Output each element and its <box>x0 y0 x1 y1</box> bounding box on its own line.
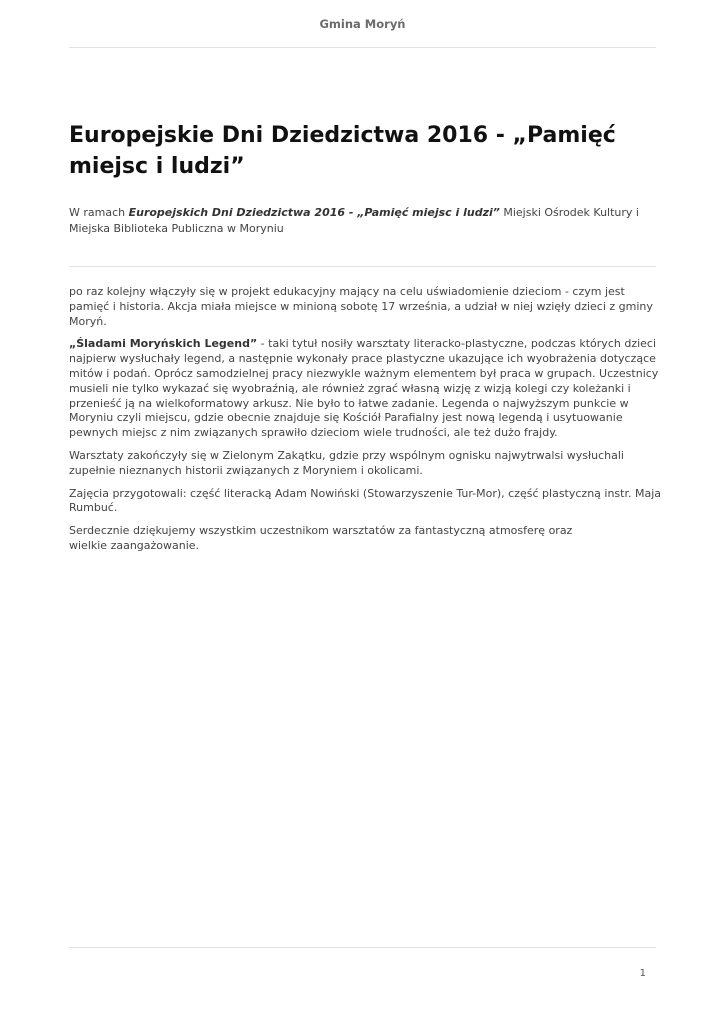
header-divider <box>69 47 656 48</box>
paragraph-5-line-2: wielkie zaangażowanie. <box>69 538 200 552</box>
article-intro <box>69 205 661 237</box>
page-number: 1 <box>639 968 646 979</box>
article-body <box>69 285 661 562</box>
intro-divider <box>69 266 656 267</box>
paragraph-4: Zajęcia przygotowali: część literacką Adam Nowiński (Stowarzyszenie Tur-Mor), część plastyczną instr. Maja Rumbuć. <box>69 486 662 515</box>
intro-prefix: W ramach <box>69 206 129 219</box>
paragraph-2 <box>69 337 661 441</box>
paragraph-5 <box>69 524 661 554</box>
site-name: Gmina Moryń <box>319 17 406 31</box>
footer-divider <box>69 947 656 948</box>
article-title: Europejskie Dni Dziedzictwa 2016 - „Pamięć miejsc i ludzi” <box>69 123 616 179</box>
paragraph-1: po raz kolejny włączyły się w projekt edukacyjny mający na celu uświadomienie dzieciom - czym jest pamięć i historia. Akcja miała miejsce w minioną sobotę 17 września, a udział w niej wzięły dzieci z gminy Moryń. <box>69 285 653 328</box>
workshop-title: „Śladami Moryńskich Legend” <box>69 337 258 351</box>
paragraph-3: Warsztaty zakończyły się w Zielonym Zakątku, gdzie przy wspólnym ognisku najwytrwalsi wysłuchali zupełnie nieznanych historii związanych z Moryniem i okolicami. <box>69 448 624 477</box>
paragraph-2-text: - taki tytuł nosiły warsztaty literacko-plastyczne, podczas których dzieci najpierw wysłuchały legend, a następnie wykonały prace plastyczne ukazujące ich wyobrażenia dotyczące mitów i podań. Oprócz samodzielnej pracy niezwykle ważnym elementem był praca w grupach. Uczestnicy musieli nie tylko wykazać się wyobraźnią, ale również zgrać własną wizję z wizją kolegi czy koleżanki i przenieść ją na wielkoformatowy arkusz. Nie było to łatwe zadanie. Legenda o najwyższym punkcie w Moryniu czyli miejscu, gdzie obecnie znajduje się Kościół Parafialny jest nową legendą i usytuowanie pewnych miejsc z nim związanych sprawiło dzieciom wiele trudności, ale też dużo frajdy. <box>69 337 659 440</box>
intro-emphasis: Europejskich Dni Dziedzictwa 2016 - „Pamięć miejsc i ludzi” <box>128 206 500 219</box>
paragraph-5-line-1: Serdecznie dziękujemy wszystkim uczestnikom warsztatów za fantastyczną atmosferę oraz <box>69 524 573 538</box>
intro-suffix: Miejski Ośrodek Kultury i Miejska Biblioteka Publiczna w Moryniu <box>69 206 639 235</box>
